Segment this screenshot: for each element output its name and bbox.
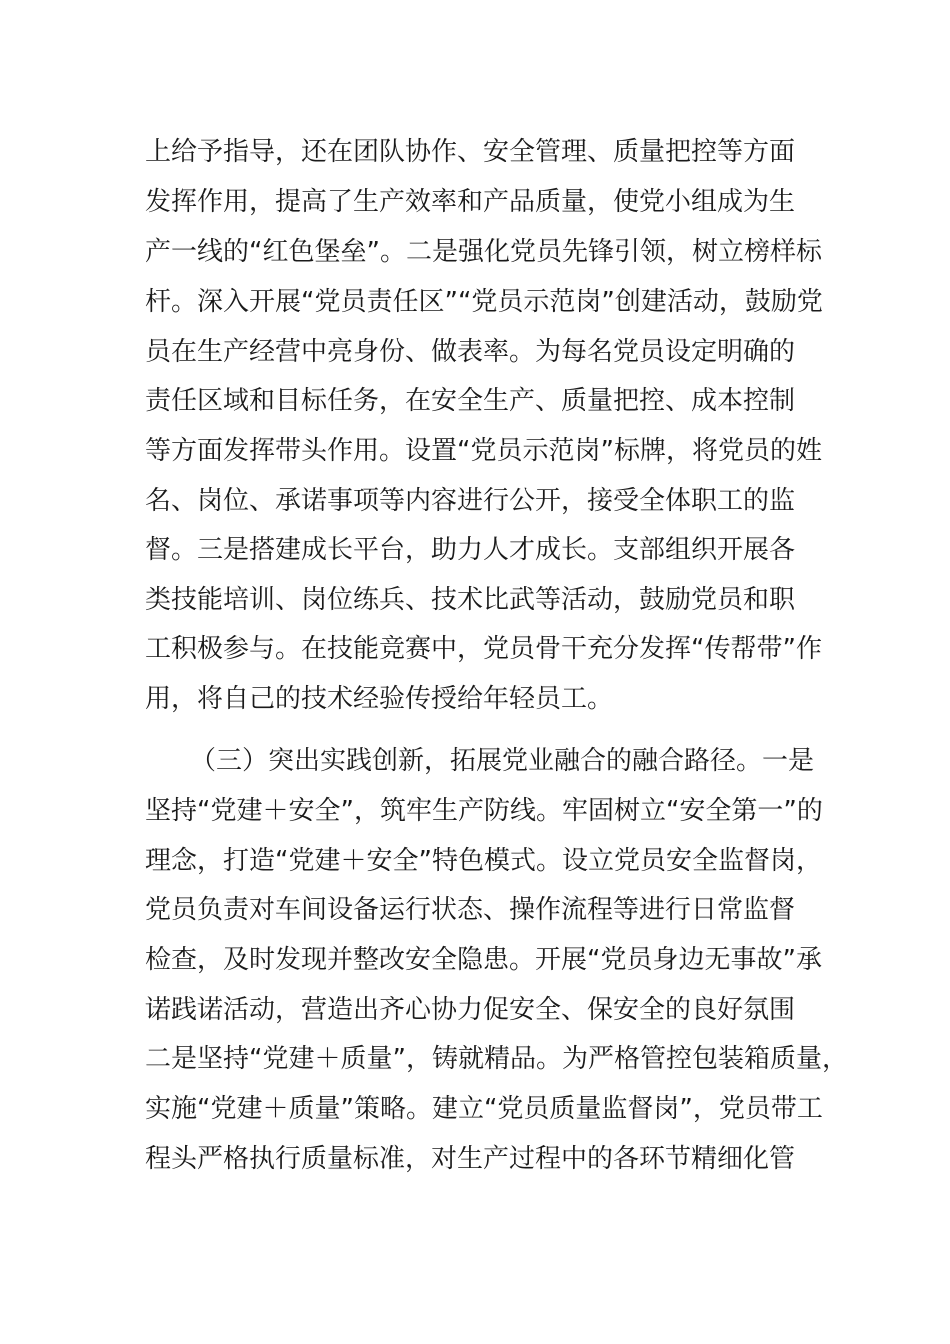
paragraph-line: 诺践诺活动，营造出齐心协力促安全、保安全的良好氛围: [145, 995, 796, 1025]
paragraph-line: 等方面发挥带头作用。设置“党员示范岗”标牌，将党员的姓: [145, 436, 822, 466]
paragraph-line: 检查，及时发现并整改安全隐患。开展“党员身边无事故”承: [145, 945, 822, 975]
paragraph-line: 产一线的“红色堡垒”。二是强化党员先锋引领，树立榜样标: [145, 237, 822, 267]
paragraph-line: 上给予指导，还在团队协作、安全管理、质量把控等方面: [145, 137, 796, 167]
paragraph-line: 名、岗位、承诺事项等内容进行公开，接受全体职工的监: [145, 486, 796, 516]
paragraph-line: （三）突出实践创新，拓展党业融合的融合路径。一是: [190, 746, 815, 776]
paragraph-line: 实施“党建＋质量”策略。建立“党员质量监督岗”，党员带工: [145, 1094, 823, 1124]
paragraph-line: 责任区域和目标任务，在安全生产、质量把控、成本控制: [145, 386, 796, 416]
paragraph-line: 党员负责对车间设备运行状态、操作流程等进行日常监督: [145, 895, 796, 925]
paragraph-line: 杆。深入开展“党员责任区”“党员示范岗”创建活动，鼓励党: [145, 287, 823, 317]
paragraph-line: 坚持“党建＋安全”，筑牢生产防线。牢固树立“安全第一”的: [145, 796, 823, 826]
paragraph-line: 工积极参与。在技能竞赛中，党员骨干充分发挥“传帮带”作: [145, 634, 822, 664]
paragraph-line: 二是坚持“党建＋质量”，铸就精品。为严格管控包装箱质量，: [145, 1044, 848, 1074]
paragraph-line: 用，将自己的技术经验传授给年轻员工。: [145, 684, 614, 714]
paragraph-line: 类技能培训、岗位练兵、技术比武等活动，鼓励党员和职: [145, 585, 796, 615]
paragraph-line: 发挥作用，提高了生产效率和产品质量，使党小组成为生: [145, 187, 796, 217]
paragraph-line: 程头严格执行质量标准，对生产过程中的各环节精细化管: [145, 1144, 796, 1174]
paragraph-line: 理念，打造“党建＋安全”特色模式。设立党员安全监督岗，: [145, 846, 822, 876]
paragraph-line: 员在生产经营中亮身份、做表率。为每名党员设定明确的: [145, 337, 796, 367]
paragraph-line: 督。三是搭建成长平台，助力人才成长。支部组织开展各: [145, 535, 796, 565]
